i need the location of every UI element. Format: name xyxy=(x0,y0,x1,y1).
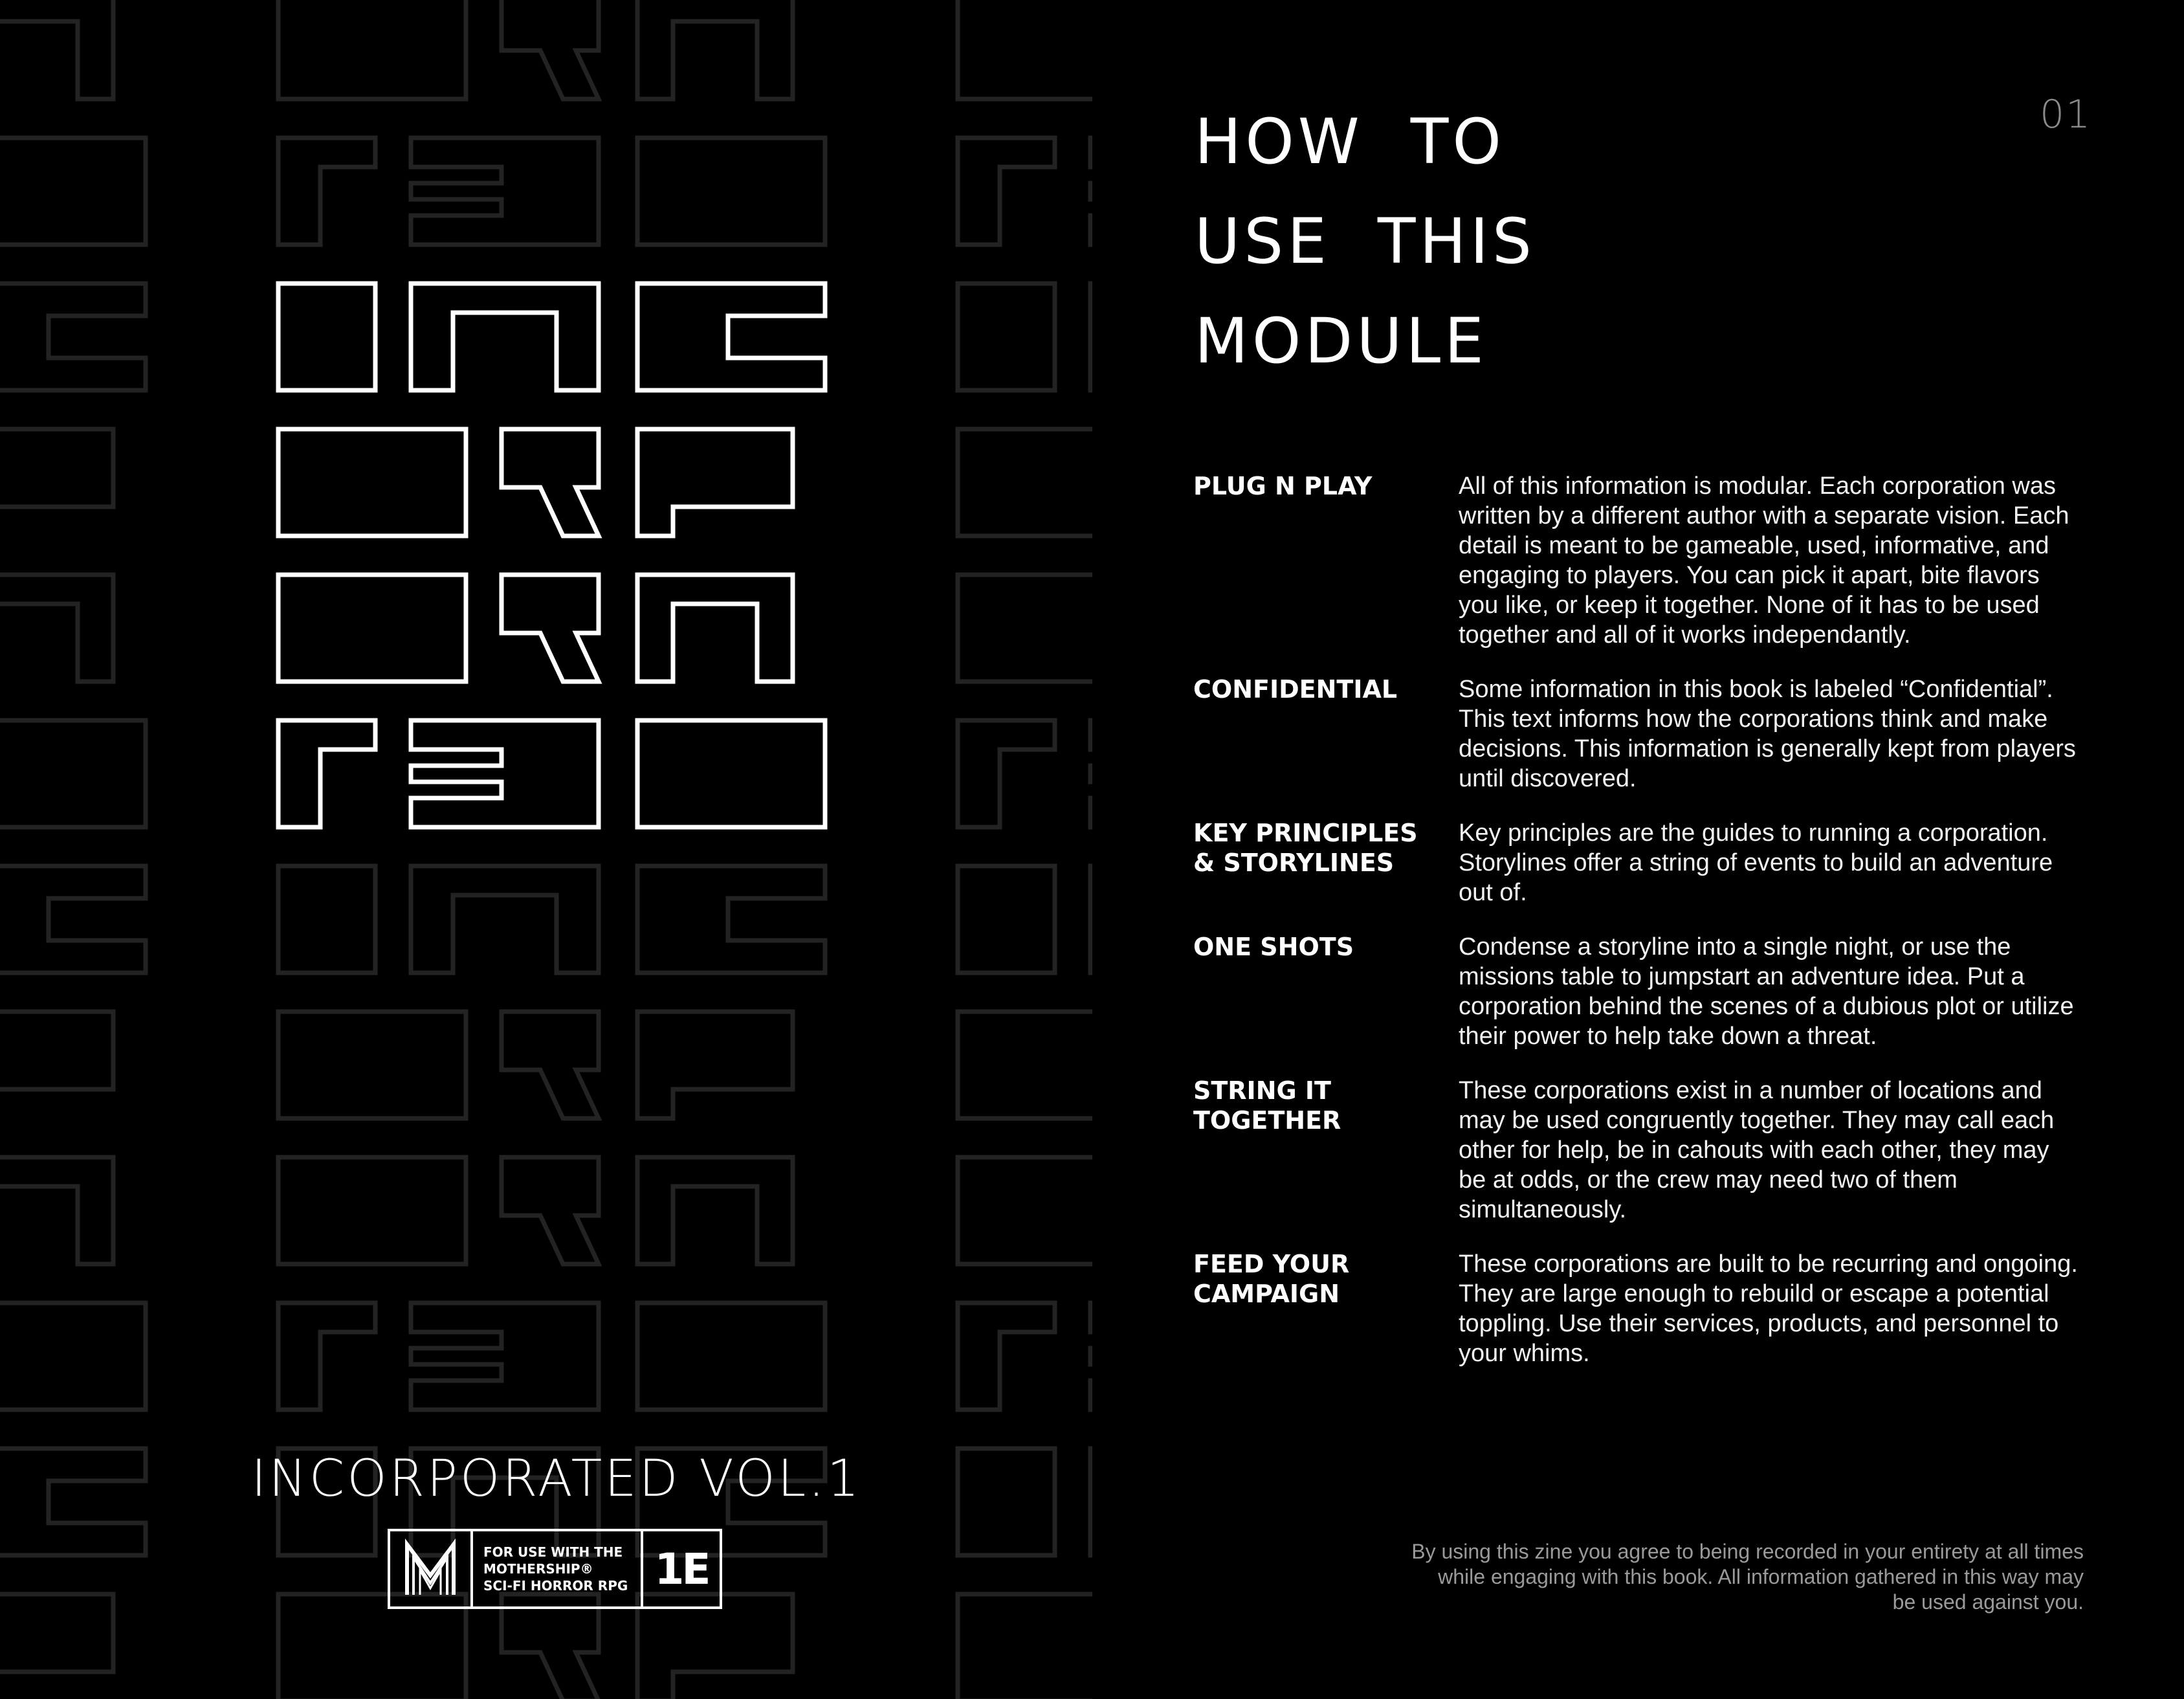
block-letter-p xyxy=(0,1012,113,1118)
block-letter-d xyxy=(0,1303,146,1410)
block-letter-o xyxy=(278,429,466,536)
block-letter-r xyxy=(502,1157,599,1264)
block-letter-o xyxy=(958,429,1092,536)
block-letter-p xyxy=(637,1012,793,1118)
entry-label: FEED YOUR CAMPAIGN xyxy=(1193,1250,1350,1308)
block-letter-a xyxy=(0,0,113,99)
block-letter-e xyxy=(411,1303,599,1410)
disclaimer-text: By using this zine you agree to being recorded in your entirety at all times while engaging with this book. All information gathered in this way may be used against you. xyxy=(1411,1540,2084,1614)
block-letter-n xyxy=(411,866,599,973)
block-letter-a xyxy=(637,1157,793,1264)
block-letter-d xyxy=(637,720,825,827)
block-letter-r xyxy=(502,1012,599,1118)
block-letter-r xyxy=(502,575,599,682)
entry-one-shots xyxy=(1193,932,2086,1051)
block-letter-i xyxy=(958,283,1055,390)
block-letter-e xyxy=(1090,720,1092,827)
title-line-3: MODULE xyxy=(1195,305,1488,377)
badge-line-2: MOTHERSHIP® xyxy=(483,1561,593,1577)
block-letter-d xyxy=(0,138,146,245)
block-letter-p xyxy=(637,1594,793,1699)
entry-body: All of this information is modular. Each corporation was written by a different author with a separate vision. Each detail is meant to be gameable, used, informative, and engaging to players. You can pick it apart, bite flavors you like, or keep it together. None of it has to be used together and all of it works independantly. xyxy=(1459,472,2069,649)
block-letter-c xyxy=(0,866,146,973)
volume-title: INCORPORATED VOL.1 xyxy=(251,1450,862,1508)
block-letter-o xyxy=(278,0,466,99)
block-letter-r xyxy=(502,429,599,536)
block-letter-t xyxy=(958,138,1055,245)
block-letter-i xyxy=(958,866,1055,973)
entry-label: STRING IT TOGETHER xyxy=(1193,1076,1341,1135)
usage-entries xyxy=(1193,471,2086,1393)
edition-label: 1E xyxy=(654,1544,709,1594)
block-letter-e xyxy=(1090,138,1092,245)
block-letter-o xyxy=(958,1594,1092,1699)
block-letter-t xyxy=(278,138,375,245)
block-letter-c xyxy=(637,866,825,973)
entry-key-principles xyxy=(1193,818,2086,907)
block-letter-o xyxy=(958,0,1092,99)
block-letter-a xyxy=(0,575,113,682)
mothership-compat-badge xyxy=(388,1529,722,1609)
entry-plug-n-play xyxy=(1193,471,2086,650)
block-letter-t xyxy=(958,1303,1055,1410)
block-letter-o xyxy=(278,575,466,682)
block-letter-t xyxy=(278,720,375,827)
block-letter-a xyxy=(637,575,793,682)
block-letter-o xyxy=(278,1157,466,1264)
block-letter-a xyxy=(637,0,793,99)
entry-body: These corporations exist in a number of locations and may be used congruently together. They may call each other for help, be in cahouts with each other, they may be at odds, or the crew may need two of them simultaneously. xyxy=(1459,1077,2055,1223)
block-letter-p xyxy=(0,429,113,536)
entry-label: CONFIDENTIAL xyxy=(1193,675,1398,704)
block-letter-o xyxy=(278,1594,466,1699)
block-letter-n xyxy=(411,283,599,390)
badge-line-3: SCI-FI HORROR RPG xyxy=(483,1578,628,1594)
block-letter-e xyxy=(1090,1303,1092,1410)
block-letter-n xyxy=(1090,283,1092,390)
mothership-m-icon xyxy=(390,1531,473,1606)
page-number: 01 xyxy=(2040,92,2092,137)
entry-body: Some information in this book is labeled “Confidential”. This text informs how the corporations think and make decisions. This information is generally kept from players until discovered. xyxy=(1459,676,2076,792)
block-letter-n xyxy=(1090,866,1092,973)
block-letter-o xyxy=(958,575,1092,682)
badge-text xyxy=(473,1531,643,1606)
block-letter-p xyxy=(637,429,793,536)
block-letter-r xyxy=(502,1594,599,1699)
block-letter-r xyxy=(502,0,599,99)
block-letter-d xyxy=(637,1303,825,1410)
title-line-2: USE THIS xyxy=(1195,205,1536,278)
incorporated-logo xyxy=(278,283,837,830)
page-title xyxy=(1195,92,1536,391)
title-line-1: HOW TO xyxy=(1195,105,1505,178)
entry-body: Key principles are the guides to running a corporation. Storylines offer a string of events to build an adventure out of. xyxy=(1459,819,2053,906)
entry-label: PLUG N PLAY xyxy=(1193,472,1373,500)
entry-label: KEY PRINCIPLES & STORYLINES xyxy=(1193,819,1418,877)
entry-feed-your-campaign xyxy=(1193,1249,2086,1368)
block-letter-o xyxy=(278,1012,466,1118)
block-letter-o xyxy=(958,1157,1092,1264)
block-letter-o xyxy=(958,1012,1092,1118)
block-letter-c xyxy=(637,283,825,390)
block-letter-c xyxy=(0,283,146,390)
block-letter-i xyxy=(278,866,375,973)
block-letter-a xyxy=(0,1157,113,1264)
entry-body: These corporations are built to be recurring and ongoing. They are large enough to rebuild or escape a potential toppling. Use their services, products, and personnel to your whims. xyxy=(1459,1250,2078,1367)
entry-confidential xyxy=(1193,674,2086,794)
entry-label: ONE SHOTS xyxy=(1193,933,1354,961)
block-letter-p xyxy=(0,1594,113,1699)
block-letter-e xyxy=(411,138,599,245)
block-letter-t xyxy=(958,720,1055,827)
entry-string-it-together xyxy=(1193,1076,2086,1225)
block-letter-i xyxy=(278,283,375,390)
badge-line-1: FOR USE WITH THE xyxy=(483,1544,623,1560)
block-letter-t xyxy=(278,1303,375,1410)
block-letter-d xyxy=(0,720,146,827)
block-letter-e xyxy=(411,720,599,827)
entry-body: Condense a storyline into a single night, or use the missions table to jumpstart an adventure idea. Put a corporation behind the scenes of a dubious plot or utilize their power to help take down a threat. xyxy=(1459,933,2074,1050)
block-letter-d xyxy=(637,138,825,245)
